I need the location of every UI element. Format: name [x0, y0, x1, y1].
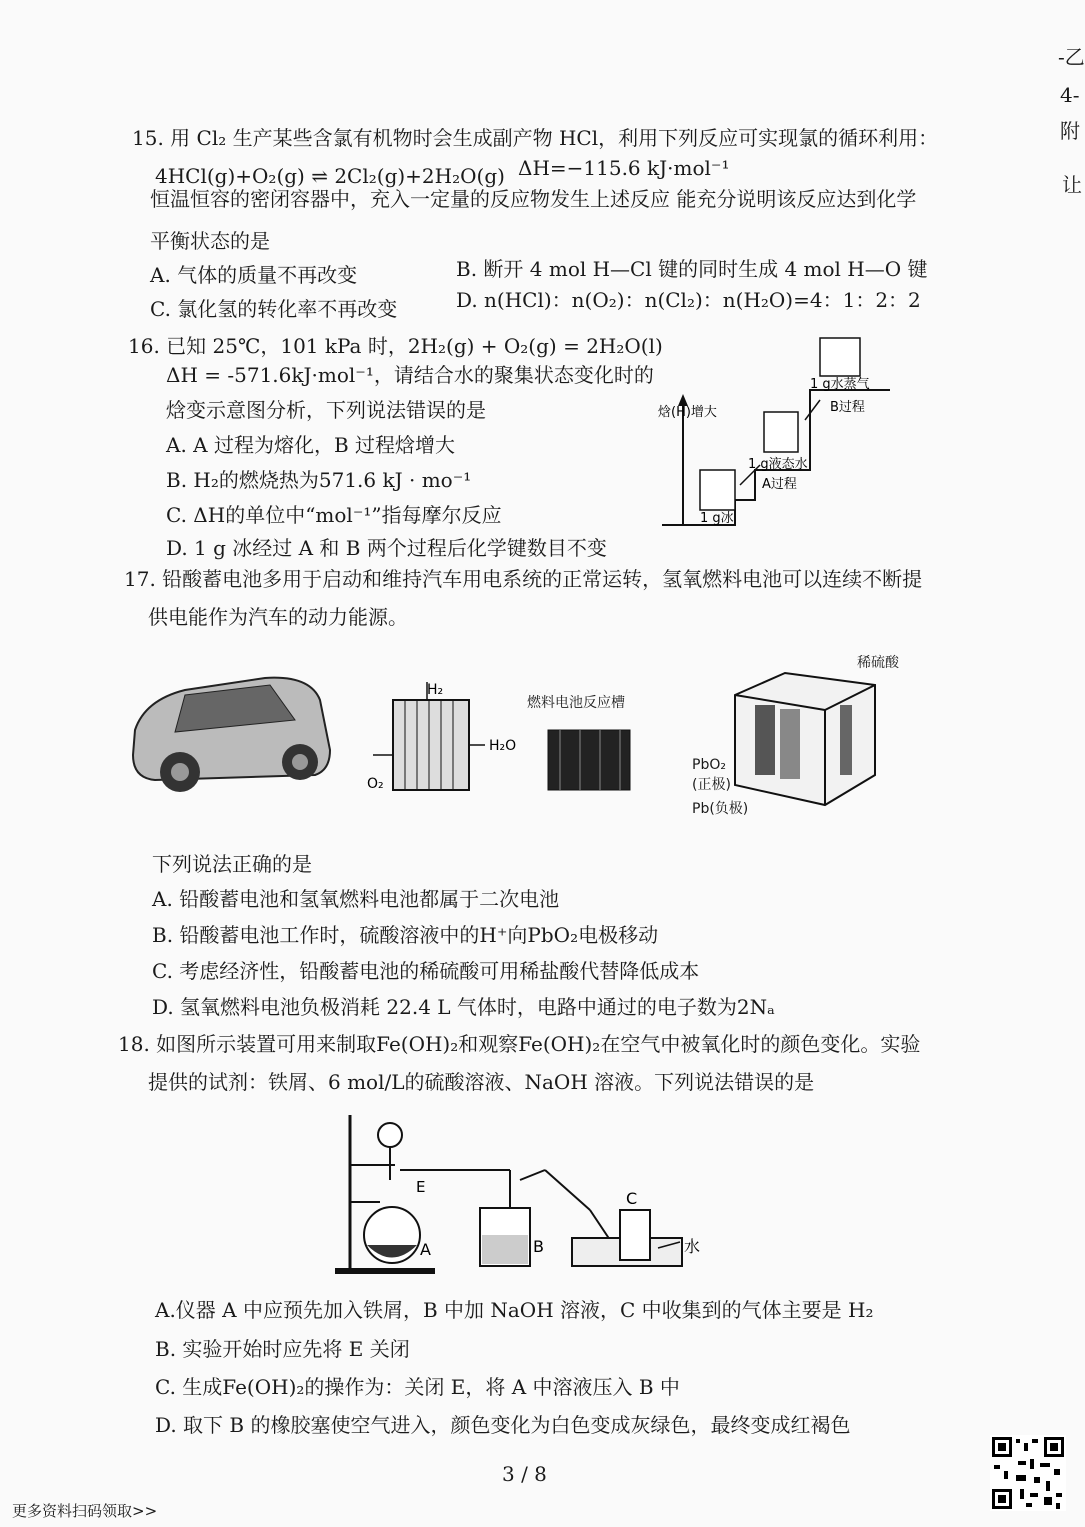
liquid-label: 1 g液态水 — [748, 457, 808, 472]
q16-option-a: A. A 过程为熔化，B 过程焓增大 — [166, 433, 456, 457]
label-e: E — [416, 1178, 426, 1196]
q18-option-c: C. 生成Fe(OH)₂的操作为：关闭 E，将 A 中溶液压入 B 中 — [155, 1375, 680, 1399]
margin-fragment: 附 — [1060, 119, 1080, 143]
steam-label: 1 g水蒸气 — [810, 377, 870, 392]
q15-option-b: B. 断开 4 mol H—Cl 键的同时生成 4 mol H—O 键 — [456, 257, 928, 281]
q18-option-a: A.仪器 A 中应预先加入铁屑，B 中加 NaOH 溶液，C 中收集到的气体主要是 H₂ — [155, 1298, 874, 1322]
ice-beaker — [700, 470, 735, 510]
pbo2-label: PbO₂ — [692, 757, 726, 773]
pb-label: Pb(负极) — [692, 801, 749, 817]
qr-code[interactable] — [990, 1435, 1066, 1511]
q15-equation: 4HCl(g)+O₂(g) ⇌ 2Cl₂(g)+2H₂O(g) — [155, 164, 505, 188]
y-axis-label: 焓(H)增大 — [658, 405, 717, 420]
q15-enthalpy: ΔH=−115.6 kJ·mol⁻¹ — [518, 156, 730, 180]
apparatus-diagram — [320, 1110, 720, 1280]
lead-acid-battery — [725, 665, 885, 820]
water-beaker — [764, 412, 798, 452]
margin-fragment: 4- — [1060, 83, 1080, 107]
a-process-label: A过程 — [762, 477, 797, 492]
fuel-cell-label: 燃料电池反应槽 — [527, 695, 625, 711]
label-b: B — [533, 1237, 544, 1256]
label-c: C — [626, 1189, 638, 1208]
q18-stem-2: 提供的试剂：铁屑、6 mol/L的硫酸溶液、NaOH 溶液。下列说法错误的是 — [148, 1070, 815, 1094]
enthalpy-diagram — [650, 330, 900, 530]
q17-stem-1: 17. 铅酸蓄电池多用于启动和维持汽车用电系统的正常运转，氢氧燃料电池可以连续不断提 — [124, 567, 923, 591]
q17-option-a: A. 铅酸蓄电池和氢氧燃料电池都属于二次电池 — [152, 887, 560, 911]
q17-option-d: D. 氢氧燃料电池负极消耗 22.4 L 气体时，电路中通过的电子数为2Nₐ — [152, 995, 775, 1019]
q15-option-c: C. 氯化氢的转化率不再改变 — [150, 297, 398, 321]
q15-option-a: A. 气体的质量不再改变 — [150, 263, 358, 287]
fuel-cell-stack — [365, 680, 530, 810]
car-image — [125, 660, 340, 800]
margin-fragment: -乙 — [1058, 45, 1085, 69]
q16-option-b: B. H₂的燃烧热为571.6 kJ · mo⁻¹ — [166, 468, 472, 492]
label-a: A — [420, 1240, 431, 1259]
steam-beaker — [820, 338, 860, 376]
q17-question: 下列说法正确的是 — [152, 852, 312, 876]
q17-option-b: B. 铅酸蓄电池工作时，硫酸溶液中的H⁺向PbO₂电极移动 — [152, 923, 659, 947]
q18-stem-1: 18. 如图所示装置可用来制取Fe(OH)₂和观察Fe(OH)₂在空气中被氧化时的颜色变化。实验 — [118, 1032, 921, 1056]
q15-line2: 恒温恒容的密闭容器中，充入一定量的反应物发生上述反应 能充分说明该反应达到化学 — [150, 187, 917, 211]
positive-label: (正极) — [692, 777, 731, 793]
q16-line3: 焓变示意图分析，下列说法错误的是 — [166, 398, 486, 422]
q16-option-d: D. 1 g 冰经过 A 和 B 两个过程后化学键数目不变 — [166, 536, 607, 560]
o2-label: O₂ — [367, 776, 384, 792]
q16-line2: ΔH = -571.6kJ·mol⁻¹，请结合水的聚集状态变化时的 — [166, 363, 654, 387]
q15-option-d: D. n(HCl)：n(O₂)：n(Cl₂)：n(H₂O)=4：1：2：2 — [456, 288, 921, 312]
footer-note: 更多资料扫码领取>> — [12, 1502, 158, 1520]
margin-fragment: 让 — [1062, 173, 1082, 197]
fuel-cell-tank — [540, 720, 640, 800]
acid-label: 稀硫酸 — [857, 655, 899, 671]
page-number: 3 / 8 — [502, 1462, 547, 1486]
q18-option-d: D. 取下 B 的橡胶塞使空气进入，颜色变化为白色变成灰绿色，最终变成红褐色 — [155, 1413, 851, 1437]
q16-option-c: C. ΔH的单位中“mol⁻¹”指每摩尔反应 — [166, 503, 502, 527]
q15-stem: 15. 用 Cl₂ 生产某些含氯有机物时会生成副产物 HCl，利用下列反应可实现氯的循环利用： — [132, 126, 939, 150]
water-label: 水 — [684, 1237, 701, 1256]
b-process-label: B过程 — [830, 400, 865, 415]
q17-option-c: C. 考虑经济性，铅酸蓄电池的稀硫酸可用稀盐酸代替降低成本 — [152, 959, 700, 983]
ice-label: 1 g冰 — [700, 511, 734, 526]
q18-option-b: B. 实验开始时应先将 E 关闭 — [155, 1337, 410, 1361]
q17-stem-2: 供电能作为汽车的动力能源。 — [148, 605, 408, 629]
h2-label: H₂ — [427, 682, 444, 698]
q16-stem: 16. 已知 25℃，101 kPa 时，2H₂(g) + O₂(g) = 2H₂O(l) — [128, 334, 663, 358]
q15-line3: 平衡状态的是 — [150, 229, 270, 253]
h2o-label: H₂O — [489, 738, 517, 754]
